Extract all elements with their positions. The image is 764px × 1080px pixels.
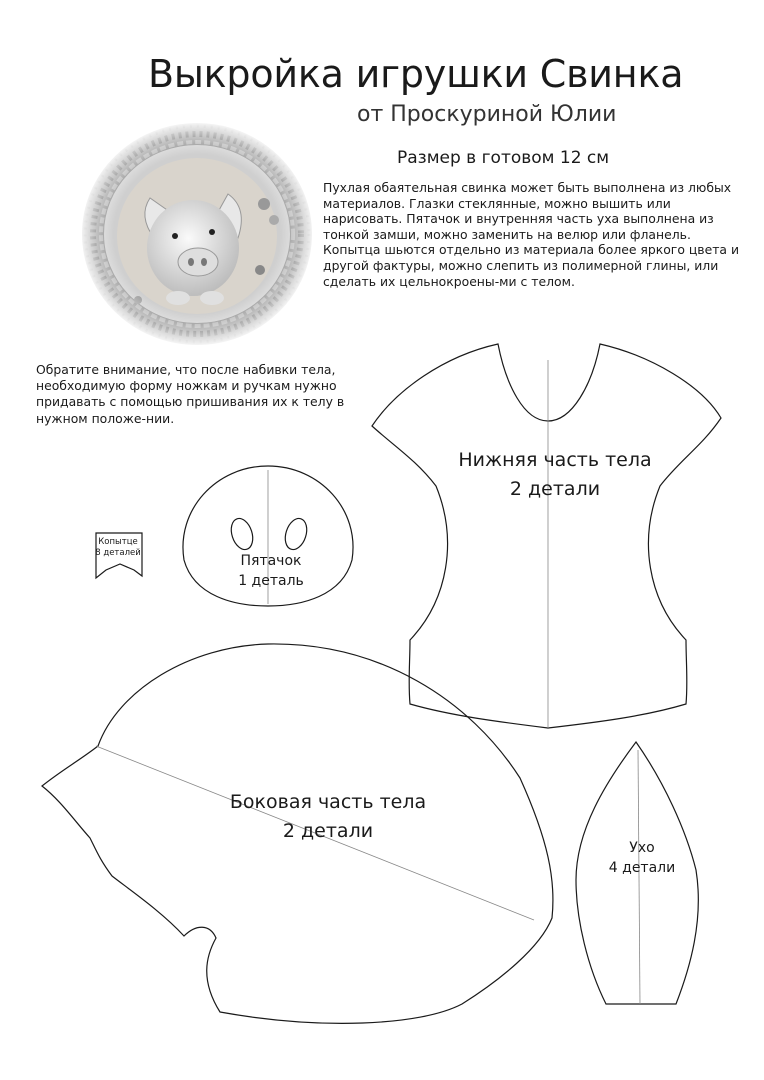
- pattern-bottom-body: [372, 344, 721, 728]
- bottom-body-count: 2 детали: [509, 478, 601, 500]
- page-title: Выкройка игрушки Свинка: [148, 52, 684, 96]
- description-paragraph-1: Пухлая обаятельная свинка может быть выполнена из любых материалов. Глазки стеклянные, можно вышить или нарисовать. Пятачок и внутренняя часть уха выполнена из тонкой замши, можно заменить на велюр или фланель.: [323, 180, 732, 242]
- snout-label: [216, 551, 326, 591]
- ear-label: [592, 838, 692, 878]
- hoof-count: 8 деталей: [95, 548, 141, 558]
- side-body-name: Боковая часть тела: [229, 791, 427, 813]
- description-paragraph-2: Копытца шьются отдельно из материала более яркого цвета и другой фактуры, можно слепить из полимерной глины, или сделать их цельнокроены-ми с телом.: [323, 242, 739, 289]
- side-body-count: 2 детали: [282, 820, 374, 842]
- ear-name: Ухо: [629, 840, 655, 856]
- side-body-label: [208, 788, 448, 846]
- bottom-body-name: Нижняя часть тела: [458, 449, 652, 471]
- hoof-label: [88, 537, 148, 559]
- bottom-body-label: [447, 446, 663, 504]
- snout-count: 1 деталь: [238, 573, 304, 589]
- author-line: от Проскуриной Юлии: [357, 102, 617, 127]
- attention-note: Обратите внимание, что после набивки тела, необходимую форму ножкам и ручкам нужно придавать с помощью пришивания их к телу в нужном положе-нии.: [36, 362, 345, 426]
- snout-name: Пятачок: [240, 553, 302, 569]
- ear-count: 4 детали: [608, 860, 676, 876]
- finished-size: Размер в готовом 12 см: [397, 148, 610, 168]
- hoof-name: Копытце: [98, 537, 138, 547]
